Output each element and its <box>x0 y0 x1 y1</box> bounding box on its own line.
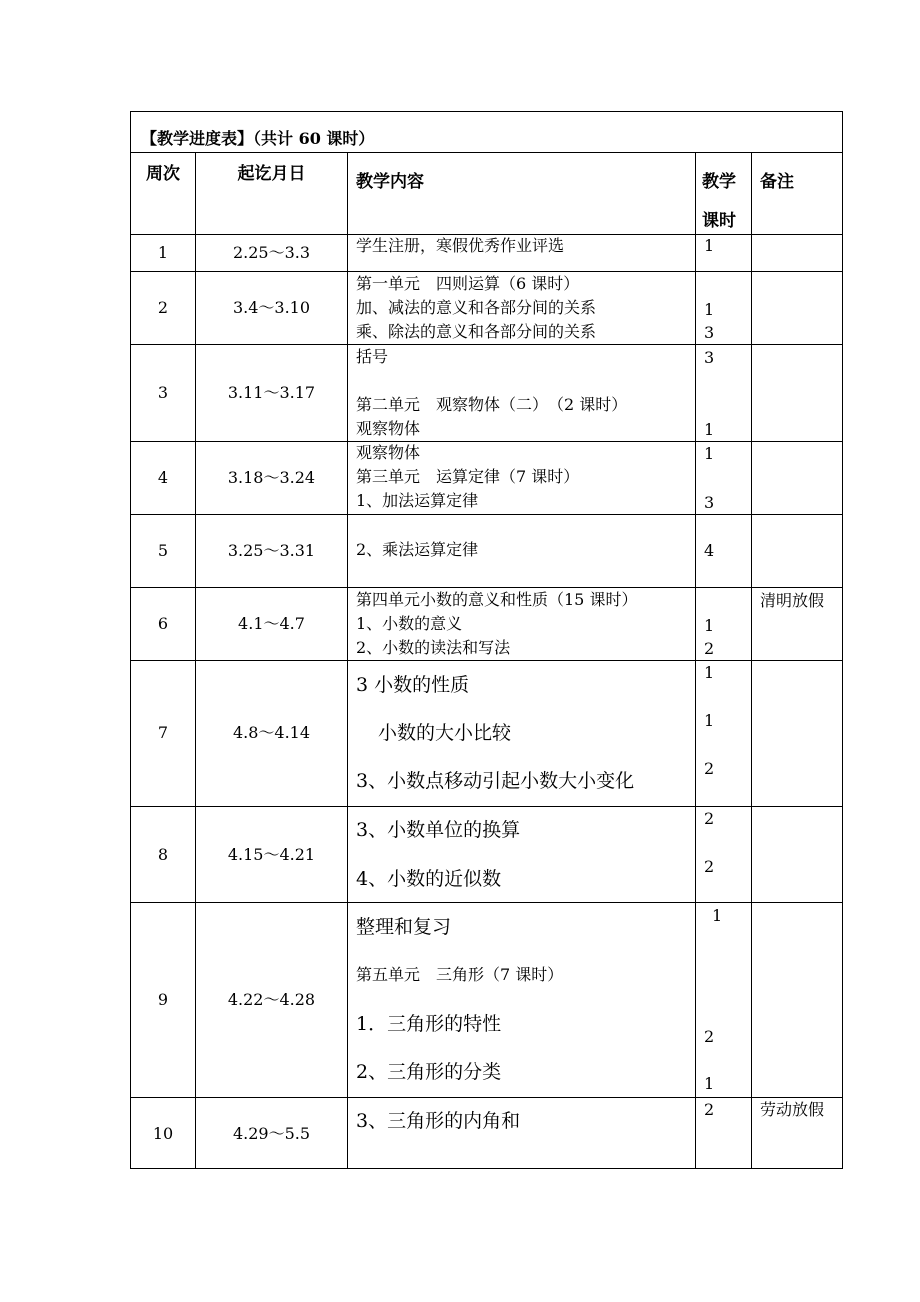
row-1-week: 1 <box>157 243 169 262</box>
row-7-content-2: 小数的大小比较 <box>378 722 512 744</box>
row-2-hours-2: 3 <box>704 323 715 342</box>
grid-line <box>751 153 752 1169</box>
row-4-content-2: 第三单元 运算定律（7 课时） <box>356 467 580 486</box>
row-9-content-2: 第五单元 三角形（7 课时） <box>356 965 564 984</box>
row-4-hours-1: 1 <box>704 444 715 463</box>
row-7-hours-2: 1 <box>704 711 715 730</box>
row-9-week: 9 <box>157 990 169 1009</box>
header-date: 起讫月日 <box>237 164 306 184</box>
row-4-date: 3.18～3.24 <box>227 468 316 487</box>
row-2-date: 3.4～3.10 <box>232 298 311 317</box>
row-8-hours-2: 2 <box>704 857 715 876</box>
row-2-hours-1: 1 <box>704 300 715 319</box>
row-4-hours-2: 3 <box>704 493 715 512</box>
row-9-content-4: 2、三角形的分类 <box>356 1061 502 1083</box>
row-8-hours-1: 2 <box>704 809 715 828</box>
row-10-content-1: 3、三角形的内角和 <box>356 1110 521 1132</box>
row-7-content-3: 3、小数点移动引起小数大小变化 <box>356 770 635 792</box>
row-8-content-2: 4、小数的近似数 <box>356 868 502 890</box>
row-4-content-1: 观察物体 <box>356 443 421 462</box>
row-7-week: 7 <box>157 723 169 742</box>
row-8-week: 8 <box>157 845 169 864</box>
row-9-hours-3: 1 <box>704 1074 715 1093</box>
row-6-content-3: 2、小数的读法和写法 <box>356 638 511 657</box>
row-3-content-1: 括号 <box>356 347 389 366</box>
row-2-content-2: 加、减法的意义和各部分间的关系 <box>356 298 597 317</box>
row-6-content-1: 第四单元小数的意义和性质（15 课时） <box>356 590 638 609</box>
grid-line <box>131 902 842 903</box>
row-9-content-3: 1．三角形的特性 <box>356 1013 502 1035</box>
row-3-week: 3 <box>157 383 169 402</box>
header-content: 教学内容 <box>356 172 424 192</box>
row-1-content-1: 学生注册，寒假优秀作业评选 <box>356 236 565 255</box>
row-10-note: 劳动放假 <box>760 1100 825 1119</box>
row-6-hours-1: 1 <box>704 616 715 635</box>
row-6-date: 4.1～4.7 <box>238 614 305 633</box>
row-8-date: 4.15～4.21 <box>227 845 316 864</box>
row-3-content-2: 第二单元 观察物体（二） （2 课时） <box>356 395 628 414</box>
row-7-hours-3: 2 <box>704 759 715 778</box>
row-7-content-1: 3 小数的性质 <box>356 674 470 696</box>
row-7-date: 4.8～4.14 <box>232 723 311 742</box>
row-3-content-3: 观察物体 <box>356 419 421 438</box>
row-5-date: 3.25～3.31 <box>227 541 316 560</box>
row-6-note: 清明放假 <box>760 591 825 610</box>
row-4-week: 4 <box>157 468 169 487</box>
row-6-content-2: 1、小数的意义 <box>356 614 463 633</box>
row-2-content-1: 第一单元 四则运算（6 课时） <box>356 274 580 293</box>
row-5-week: 5 <box>157 541 169 560</box>
row-3-hours-1: 3 <box>704 348 715 367</box>
schedule-table <box>130 111 843 1169</box>
row-9-content-1: 整理和复习 <box>356 916 452 938</box>
header-hours-line1: 教学 <box>702 172 736 192</box>
header-week: 周次 <box>146 164 180 184</box>
row-3-date: 3.11～3.17 <box>227 383 316 402</box>
row-7-hours-1: 1 <box>704 663 715 682</box>
row-10-date: 4.29～5.5 <box>232 1124 311 1143</box>
row-9-date: 4.22～4.28 <box>227 990 316 1009</box>
row-6-week: 6 <box>157 614 169 633</box>
row-2-content-3: 乘、除法的意义和各部分间的关系 <box>356 322 597 341</box>
row-2-week: 2 <box>157 298 169 317</box>
row-10-week: 10 <box>152 1124 174 1143</box>
row-4-content-3: 1、加法运算定律 <box>356 491 479 510</box>
row-5-content-1: 2、乘法运算定律 <box>356 540 479 559</box>
header-note: 备注 <box>760 172 794 192</box>
row-5-hours-1: 4 <box>704 541 715 560</box>
row-9-hours-1: 1 <box>712 906 723 925</box>
header-hours-line2: 课时 <box>702 211 736 231</box>
row-3-hours-2: 1 <box>704 420 715 439</box>
row-1-date: 2.25～3.3 <box>232 243 311 262</box>
row-9-hours-2: 2 <box>704 1027 715 1046</box>
table-title: 【教学进度表】（共计 60 课时） <box>131 112 842 153</box>
row-8-content-1: 3、小数单位的换算 <box>356 819 521 841</box>
row-10-hours-1: 2 <box>704 1100 715 1119</box>
row-6-hours-2: 2 <box>704 639 715 658</box>
row-1-hours-1: 1 <box>704 236 715 255</box>
